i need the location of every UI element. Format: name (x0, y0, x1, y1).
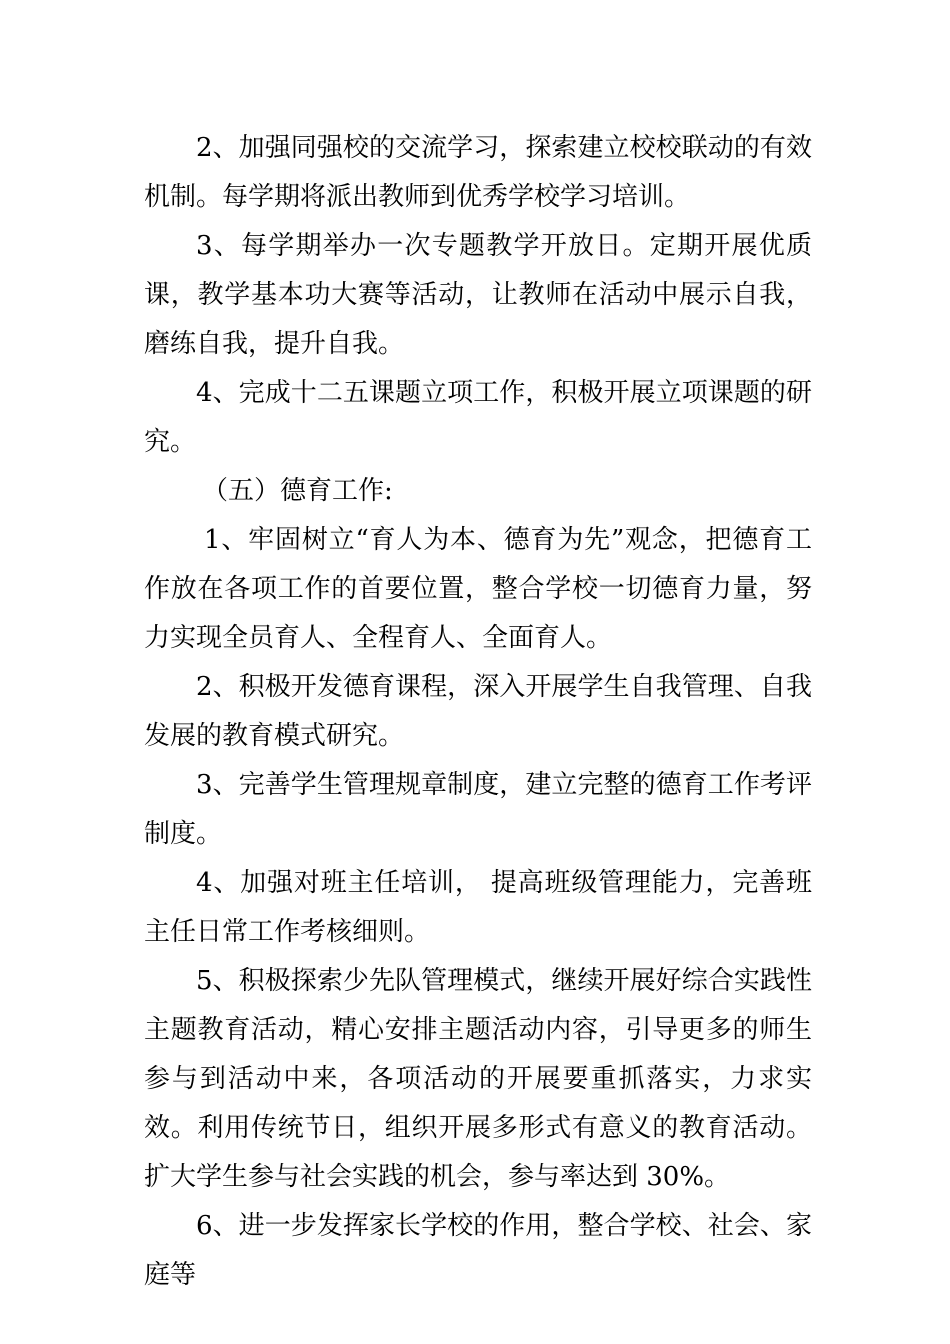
paragraph-teacher-training: 4、加强对班主任培训， 提高班级管理能力，完善班主任日常工作考核细则。 (144, 868, 812, 947)
paragraph-research-project: 4、完成十二五课题立项工作，积极开展立项课题的研究。 (144, 378, 812, 457)
paragraph-moral-first: 1、牢固树立“育人为本、德育为先”观念，把德育工作放在各项工作的首要位置，整合学校一切德育力量，努力实现全员育人、全程育人、全面育人。 (144, 525, 812, 653)
paragraph-moral-curriculum: 2、积极开发德育课程，深入开展学生自我管理、自我发展的教育模式研究。 (144, 672, 812, 751)
section-heading-moral-education: （五）德育工作: (202, 476, 393, 506)
document-body (144, 124, 812, 1300)
paragraph-exchange-learning: 2、加强同强校的交流学习，探索建立校校联动的有效机制。每学期将派出教师到优秀学校学习培训。 (144, 133, 812, 212)
paragraph-open-day: 3、每学期举办一次专题教学开放日。定期开展优质课，教学基本功大赛等活动，让教师在活动中展示自我，磨练自我，提升自我。 (144, 231, 812, 359)
paragraph-parent-school: 6、进一步发挥家长学校的作用，整合学校、社会、家庭等 (144, 1211, 812, 1290)
paragraph-management-rules: 3、完善学生管理规章制度，建立完整的德育工作考评制度。 (144, 770, 812, 849)
paragraph-young-pioneers: 5、积极探索少先队管理模式，继续开展好综合实践性主题教育活动，精心安排主题活动内容，引导更多的师生参与到活动中来，各项活动的开展要重抓落实，力求实效。利用传统节日，组织开展多形式有意义的教育活动。扩大学生参与社会实践的机会，参与率达到 30%。 (144, 966, 812, 1192)
